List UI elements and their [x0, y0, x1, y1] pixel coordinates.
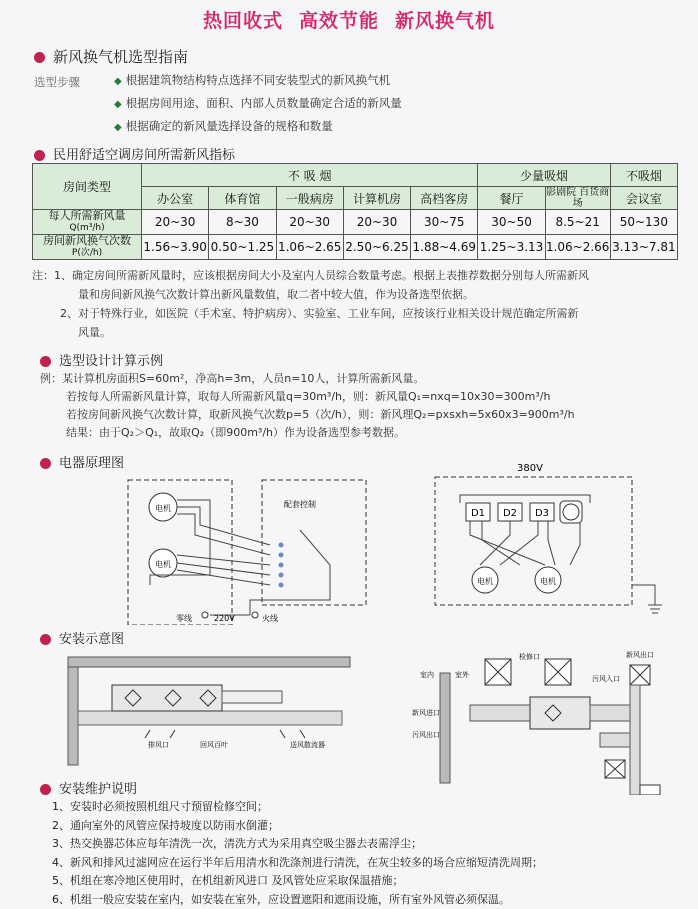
example-line: 若按房间新风换气次数计算，取新风换气次数p=5（次/h），则：新风理Q₂=pxsxh=5x60x3=900m³/h [40, 406, 680, 424]
col-header: 会议室 [610, 187, 677, 210]
voltage-label: 220V [214, 614, 235, 623]
col-header: 餐厅 [478, 187, 545, 210]
note-2b: 风量。 [32, 323, 682, 342]
fresh-air-table [32, 163, 678, 260]
list-item: 2、通向室外的风管应保持坡度以防雨水倒灌； [52, 817, 692, 836]
cell: 20~30 [276, 210, 343, 235]
step-1 [114, 72, 390, 88]
group-no-smoking-2: 不吸烟 [610, 164, 677, 187]
electrical-heading-text: 电器原理图 [59, 456, 124, 471]
d1-label: D1 [471, 508, 485, 519]
table-heading [34, 144, 235, 163]
row1-label [33, 210, 142, 235]
title-part2: 高效节能 [299, 10, 379, 32]
cell: 20~30 [343, 210, 410, 235]
example-heading [40, 350, 163, 369]
diffuser-label: 送风散流器 [290, 740, 325, 749]
live-label: 火线 [262, 613, 278, 623]
step-3-text: 根据确定的新风量选择设备的规格和数量 [126, 119, 333, 133]
group-light-smoking: 少量吸烟 [478, 164, 610, 187]
return-label: 排风口 [148, 740, 169, 749]
col-header: 办公室 [142, 187, 209, 210]
title-part1: 热回收式 [203, 10, 283, 32]
group-no-smoking: 不 吸 烟 [142, 164, 478, 187]
cell: 50~130 [610, 210, 677, 235]
bullet-icon [40, 356, 51, 367]
col-header: 高档客房 [411, 187, 478, 210]
unit-box [112, 685, 222, 711]
inspect-label: 检修口 [519, 652, 540, 661]
wiring [150, 500, 330, 615]
exhaust-in-label: 污风入口 [592, 674, 620, 683]
row2-unit: P(次/h) [33, 247, 141, 259]
outdoor-label: 室外 [455, 670, 470, 679]
example-line: 若按每人所需新风量计算，取每人所需新风量q=30m³/h，则：新风量Q₁=nxq=10x30=300m³/h [40, 388, 680, 406]
row-header: 房间类型 [33, 164, 142, 210]
guide-heading-text: 新风换气机选型指南 [53, 48, 188, 66]
grille-label: 回风百叶 [200, 740, 228, 749]
step-2-text: 根据房间用途、面积、内部人员数量确定合适的新风量 [126, 96, 402, 110]
bullet-icon [34, 52, 45, 63]
row2-label [33, 235, 142, 260]
cell: 1.06~2.65 [276, 235, 343, 260]
example-heading-text: 选型设计计算示例 [59, 354, 163, 369]
cell: 0.50~1.25 [209, 235, 276, 260]
row2-label-text: 房间新风换气次数 [33, 235, 141, 247]
step-3 [114, 118, 333, 134]
row1-label-text: 每人所需新风量 [33, 210, 141, 222]
list-item: 3、热交换器芯体应每年清洗一次，清洗方式为采用真空吸尘器去表需浮尘； [52, 835, 692, 854]
cell: 8.5~21 [545, 210, 610, 235]
cell: 3.13~7.81 [610, 235, 677, 260]
notes [32, 266, 682, 342]
left-dashed-box [128, 480, 232, 625]
example-calc [40, 370, 680, 442]
unit-box [530, 697, 590, 729]
example-line: 结果：由于Q₂＞Q₁，故取Q₂（即900m³/h）作为设备选型参考数据。 [40, 424, 680, 442]
cell: 2.50~6.25 [343, 235, 410, 260]
title-part3: 新风换气机 [395, 10, 495, 32]
guide-heading [34, 46, 188, 67]
wall [440, 673, 450, 783]
wall [68, 667, 78, 765]
cell: 20~30 [142, 210, 209, 235]
electrical-diagram [0, 455, 698, 625]
col-header: 体育馆 [209, 187, 276, 210]
motor-label: 电机 [155, 503, 171, 513]
maintenance-list [52, 798, 692, 909]
d2-label: D2 [503, 508, 517, 519]
example-line: 例：某计算机房面积S=60m²，净高h=3m，人员n=10人，计算所需新风量。 [40, 370, 680, 388]
v380-label: 380V [517, 463, 543, 474]
steps-label: 选型步骤 [34, 74, 80, 90]
terminals [279, 543, 284, 588]
cell: 1.06~2.66 [545, 235, 610, 260]
step-2 [114, 95, 402, 111]
motor-label: 电机 [477, 576, 493, 586]
ceiling-line [78, 711, 342, 725]
note-1: 注：1、确定房间所需新风量时，应该根据房间大小及室内人员综合数量考虑。根据上表推荐数据分别每人所需新风 [32, 266, 682, 285]
col-header: 计算机房 [343, 187, 410, 210]
neutral-label: 零线 [176, 613, 192, 623]
col-header: 影剧院 百货商场 [545, 187, 610, 210]
ceiling-slab [68, 657, 350, 667]
install-diagram [0, 645, 698, 795]
indoor-label: 室内 [420, 670, 434, 679]
step-1-text: 根据建筑物结构特点选择不同安装型式的新风换气机 [126, 73, 391, 87]
install-heading-text: 安装示意图 [59, 632, 124, 647]
diamond-icon: ◆ [114, 76, 122, 87]
list-item: 6、机组一般应安装在室内，如安装在室外，应设置遮阳和遮雨设施，所有室外风管必须保温。 [52, 891, 692, 909]
cell: 1.25~3.13 [478, 235, 545, 260]
cell: 8~30 [209, 210, 276, 235]
table-row [33, 210, 678, 235]
control-label: 配套控制 [284, 499, 316, 509]
fresh-out-label: 新风出口 [626, 650, 654, 659]
table-row [33, 235, 678, 260]
cell: 1.56~3.90 [142, 235, 209, 260]
list-item: 5、机组在寒冷地区使用时，在机组新风进口 及风管处应采取保温措施； [52, 872, 692, 891]
control-box [262, 480, 366, 605]
motor-label: 电机 [155, 559, 171, 569]
bullet-icon [40, 784, 51, 795]
motor-label: 电机 [540, 576, 556, 586]
note-1b: 量和房间新风换气次数计算出新风量数值，取二者中较大值，作为设备选型依据。 [32, 285, 682, 304]
diamond-icon: ◆ [114, 99, 122, 110]
cell: 1.88~4.69 [411, 235, 478, 260]
list-item: 4、新风和排风过滤网应在运行半年后用清水和洗涤剂进行清洗，在灰尘较多的场合应缩短清洗周期； [52, 854, 692, 873]
bullet-icon [40, 634, 51, 645]
right-dashed-box [435, 477, 632, 605]
bullet-icon [34, 150, 45, 161]
row1-unit: Q(m³/h) [33, 222, 141, 234]
list-item: 1、安装时必须按照机组尺寸预留检修空间； [52, 798, 692, 817]
col-header: 一般病房 [276, 187, 343, 210]
maintenance-heading-text: 安装维护说明 [59, 782, 137, 797]
cell: 30~50 [478, 210, 545, 235]
diamond-icon: ◆ [114, 122, 122, 133]
page-title [0, 6, 698, 33]
note-2: 2、对于特殊行业，如医院（手术室、特护病房）、实验室、工业车间，应按该行业相关设计规范确定所需新 [32, 304, 682, 323]
table-heading-text: 民用舒适空调房间所需新风指标 [53, 148, 235, 163]
fresh-in-label: 新风进口 [412, 708, 440, 717]
d3-label: D3 [535, 508, 549, 519]
exhaust-out-label: 污风出口 [412, 730, 440, 739]
cell: 30~75 [411, 210, 478, 235]
maintenance-heading [40, 778, 137, 797]
